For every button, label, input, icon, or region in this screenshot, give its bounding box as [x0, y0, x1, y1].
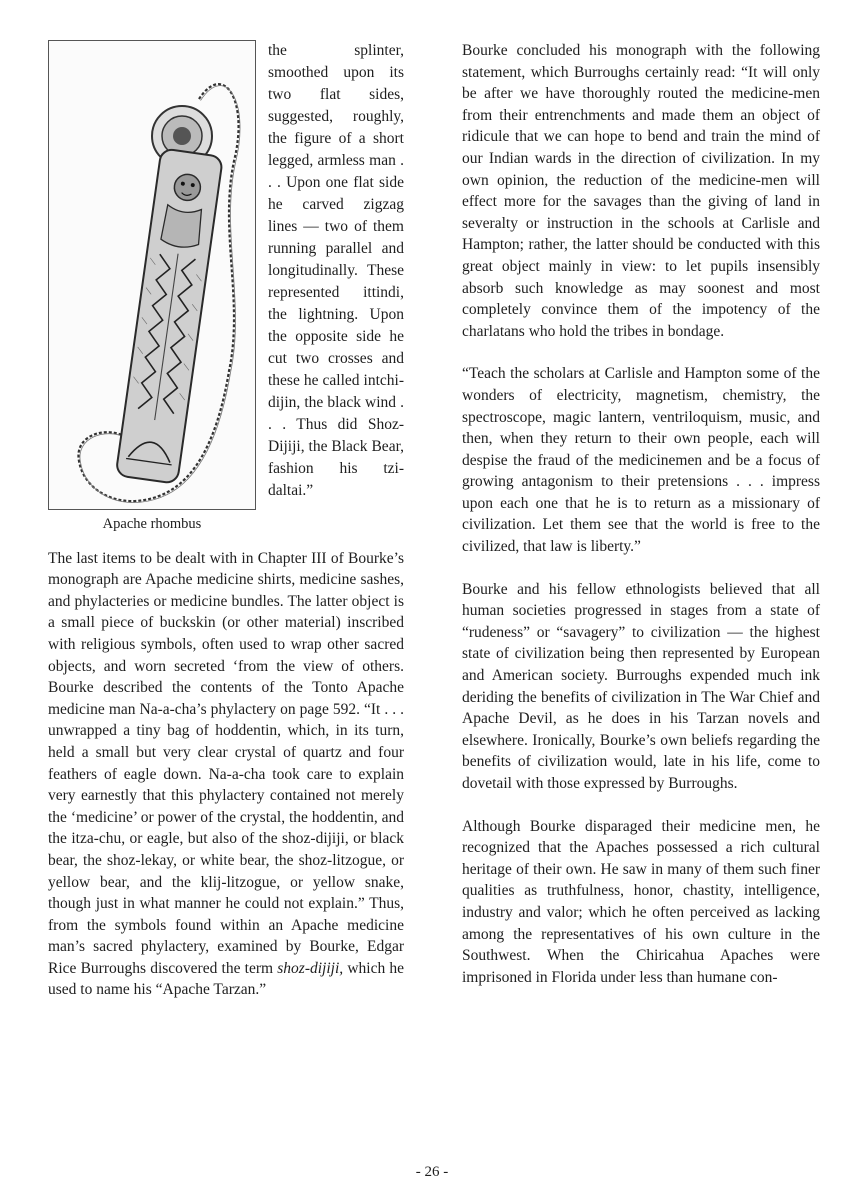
page-number: - 26 -: [415, 1164, 449, 1180]
paragraph-phylactery: [48, 536, 404, 1001]
wrapped-quote-text: the splinter, smoothed upon its two flat sides, suggested, roughly, the figure of a short legged, armless man . . . Upon one flat side he carved zigzag lines — two of them running parallel and longitudinally. These represented ittindi, the lightning. Upon the opposite side he cut two crosses and these he called intchi-dijin, the black wind . . . Thus did Shoz-Dijiji, the Black Bear, fashion his tzi-daltai.”: [268, 42, 404, 499]
paragraph-teach-scholars: “Teach the scholars at Carlisle and Hampton some of the wonders of electricity, magnetism, chemistry, the spectroscope, magic lantern, ventriloquism, music, and then, when they return to their own people, each will despise the fraud of the medicinemen and be a focus of growing antagonism to their pretensions . . . impress upon each one that he is to return as a missionary of civilization. Let them see that the world is free to the civilized, that law is liberty.”: [462, 365, 820, 556]
term-shoz-dijiji: shoz-dijiji,: [277, 959, 344, 977]
right-column: [462, 40, 820, 1009]
paragraph-phylactery-text: The last items to be dealt with in Chapter III of Bourke’s monograph are Apache medicine shirts, medicine sashes, and phylacteries or medicine bundles. The latter object is a small piece of buckskin (or other material) inscribed with religious symbols, often used to wrap other sacred objects, and worn secreted ‘from the view of others. Bourke described the contents of the Tonto Apache medicine man Na-a-cha’s phylactery on page 592. “It . . . unwrapped a tiny bag of hoddentin, which, in its turn, held a small but very clear crystal of quartz and four feathers of eagle down. Na-a-cha took care to explain very earnestly that this phylactery contained not merely the ‘medicine’ or power of the crystal, the hoddentin, and the itza-chu, or eagle, but also of the shoz-dijiji, or black bear, the shoz-lekay, or white bear, the shoz-litzogue, or yellow bear, and the klij-litzogue, or yellow snake, though just in what manner he could not explain.” Thus, from the symbols found within an Apache medicine man’s sacred phylactery, examined by Bourke, Edgar Rice Burroughs discovered the term: [48, 549, 404, 977]
paragraph-cultural-heritage: Although Bourke disparaged their medicine men, he recognized that the Apaches possessed a rich cultural heritage of their own. He saw in many of them such finer qualities as truthfulness, honor, chastity, intelligence, industry and valor; which he often perceived as lacking among the representatives of his own culture in the Southwest. When the Chiricahua Apaches were imprisoned in Florida under less than humane con-: [462, 817, 820, 986]
rhombus-illustration: [48, 40, 256, 510]
paragraph-phylactery-end: which he used to name his “Apache Tarzan.”: [48, 959, 405, 999]
figure: [48, 40, 260, 536]
paragraph-ethnologists: Bourke and his fellow ethnologists believed that all human societies progressed in stages from a state of “rudeness” or “savagery” to civilization — the highest state of civilization being then represented by European and American society. Burroughs expended much ink deriding the benefits of civilization in The War Chief and Apache Devil, as he does in his Tarzan novels and elsewhere. Ironically, Bourke’s own beliefs regarding the benefits of civilization would, late in his life, come to dovetail with those expressed by Burroughs.: [462, 580, 820, 792]
left-column: [48, 40, 404, 1022]
paragraph-bourke-conclusion: Bourke concluded his monograph with the following statement, which Burroughs certainly read: “It will only be after we have thoroughly routed the medicine-men from their entrenchments and made them an object of ridicule that we can hope to bend and train the mind of our Indian wards in the direction of civilization. In my own opinion, the reduction of the medicine-men will effect more for the savages than the giving of land in severalty or instruction in the schools at Carlisle and Hampton; rather, the latter should be conducted with this great object mainly in view: to let pupils insensibly absorb such knowledge as may soonest and most completely convince them of the impotency of the charlatans who hold the tribes in bondage.: [462, 42, 820, 340]
figure-caption: Apache rhombus: [102, 516, 202, 532]
apache-rhombus-drawing: [49, 41, 256, 510]
